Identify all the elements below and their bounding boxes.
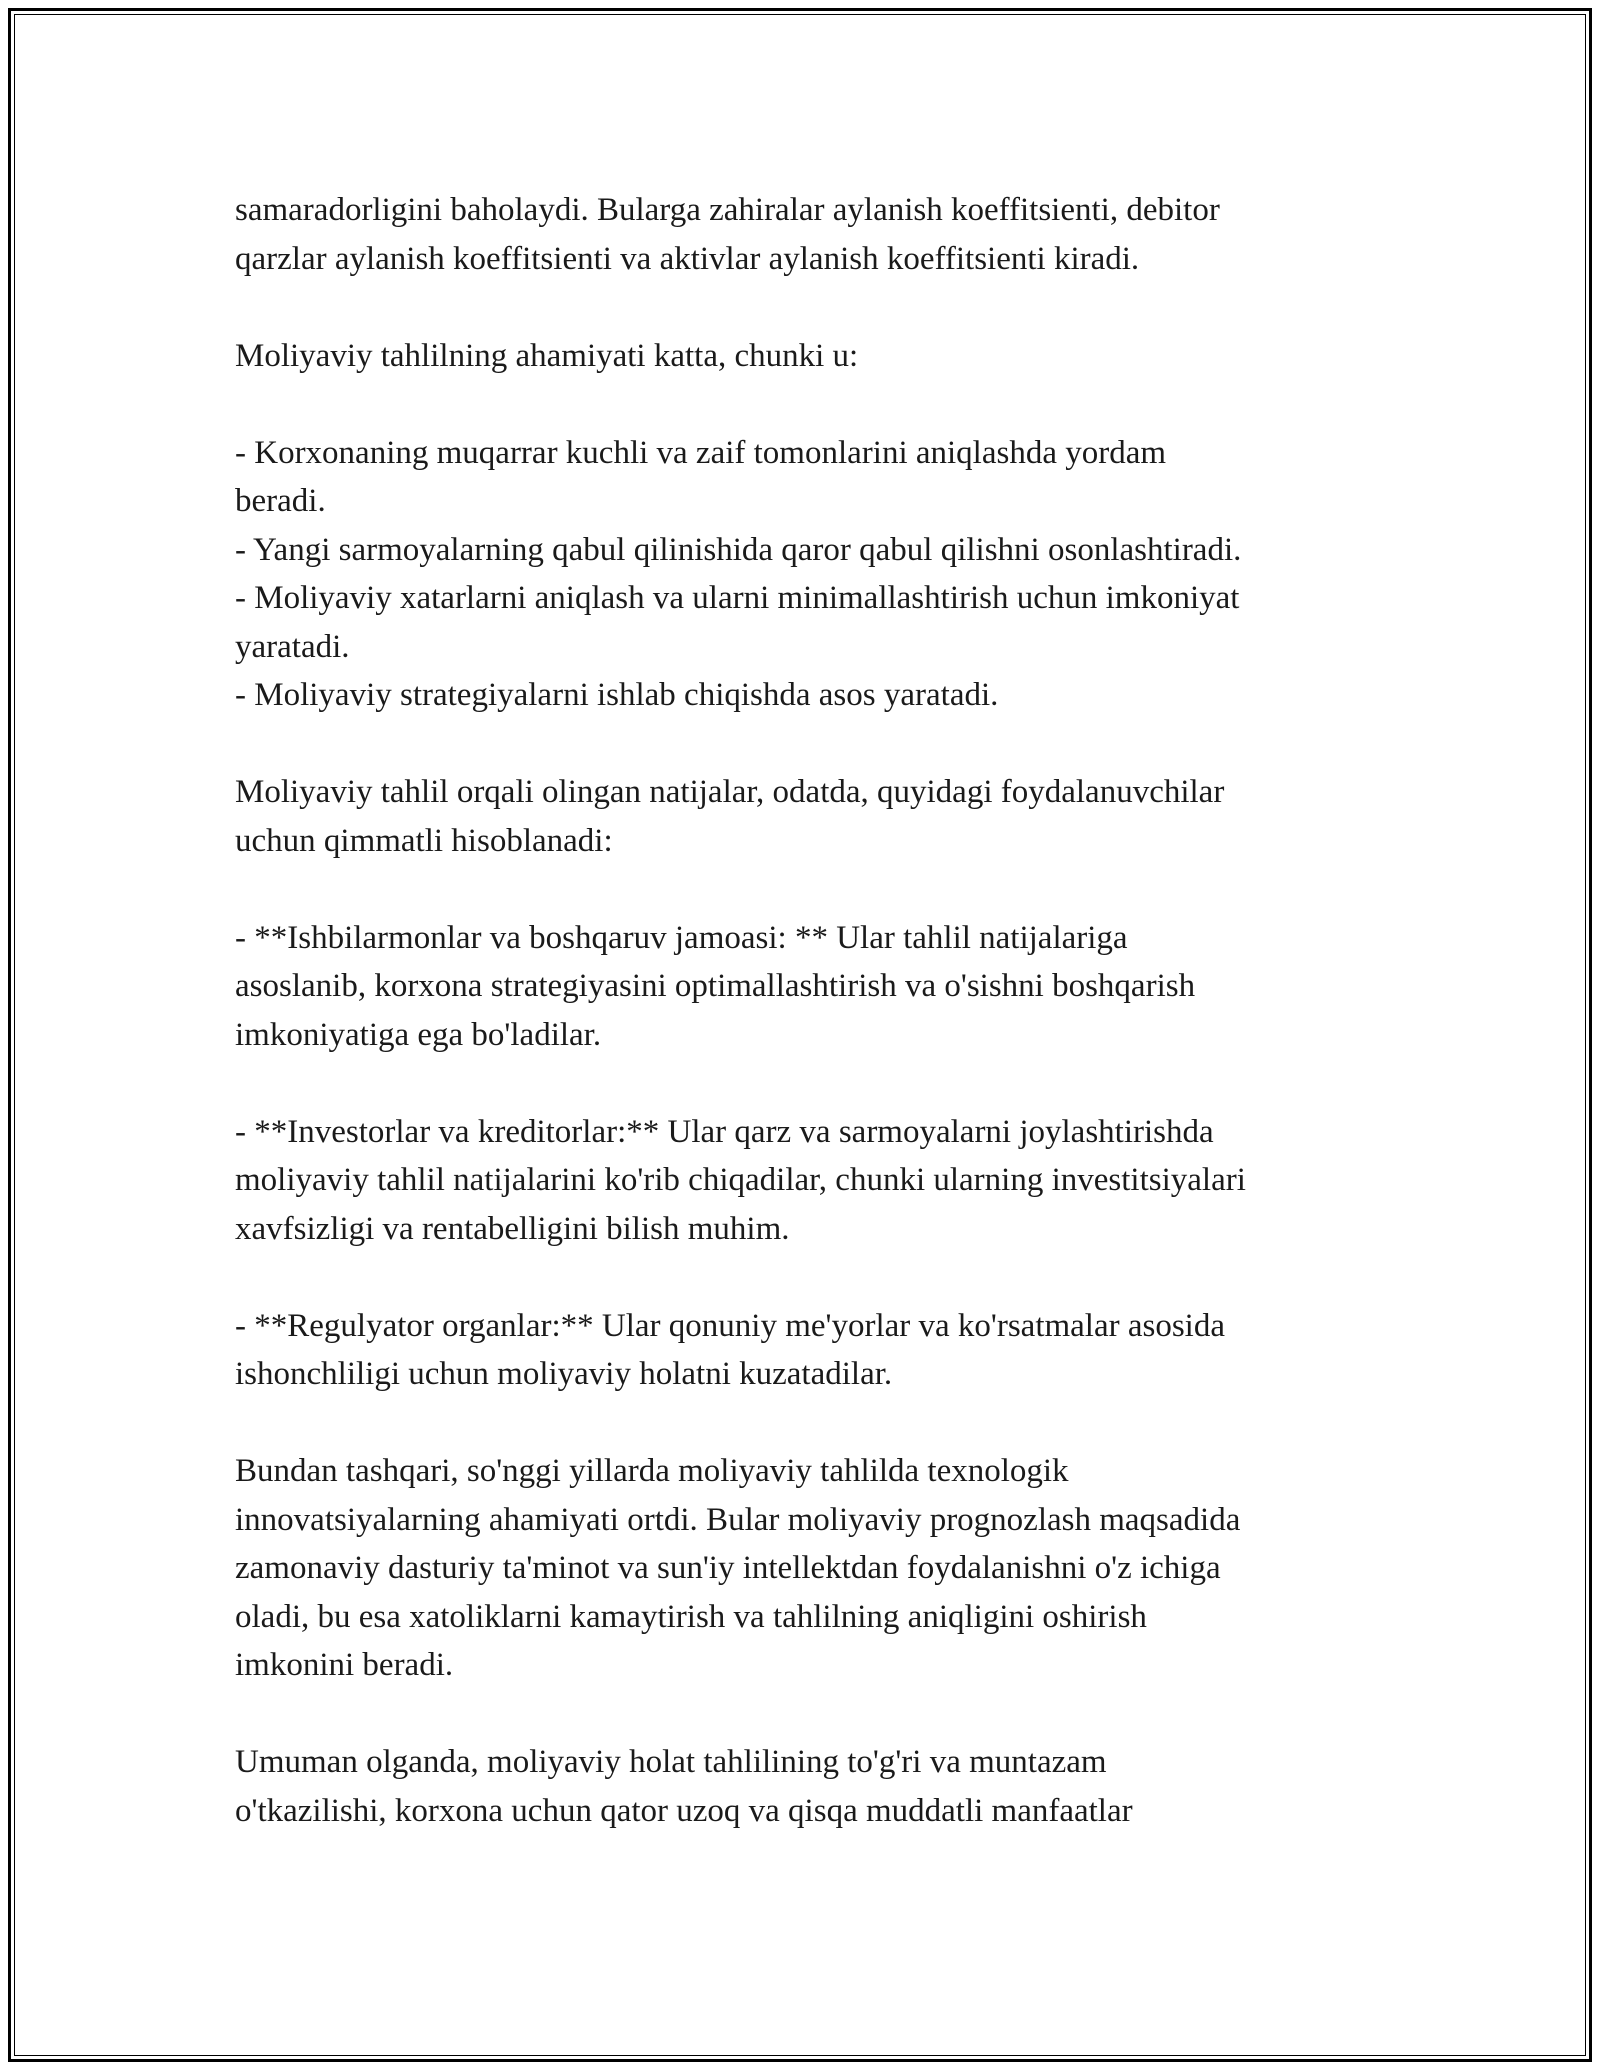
list-item-regulators: - **Regulyator organlar:** Ular qonuniy me'yorlar va ko'rsatmalar asosida ishonchliligi uchun moliyaviy holatni kuzatadilar. xyxy=(235,1307,1225,1392)
paragraph-3: Moliyaviy tahlil orqali olingan natijalar, odatda, quyidagi foydalanuvchilar uchun qimmatli hisoblanadi: xyxy=(235,774,1225,859)
list-item-investors: - **Investorlar va kreditorlar:** Ular qarz va sarmoyalarni joylashtirishda moliyaviy tahlil natijalarini ko'rib chiqadilar, chunki ularning investitsiyalari xavfsizligi va rentabelligini bilish muhim. xyxy=(235,1113,1246,1247)
document-body xyxy=(235,186,1415,1835)
bullet-list: - Korxonaning muqarrar kuchli va zaif tomonlarini aniqlashda yordam beradi. - Yangi sarmoyalarning qabul qilinishida qaror qabul qilishni osonlashtiradi. - Moliyaviy xatarlarni aniqlash va ularni minimallashtirish uchun imkoniyat yaratadi. - Moliyaviy strategiyalarni ishlab chiqishda asos yaratadi. xyxy=(235,434,1242,713)
paragraph-2: Moliyaviy tahlilning ahamiyati katta, chunki u: xyxy=(235,337,859,374)
paragraph-1: samaradorligini baholaydi. Bularga zahiralar aylanish koeffitsienti, debitor qarzlar aylanish koeffitsienti va aktivlar aylanish koeffitsienti kiradi. xyxy=(235,192,1220,277)
list-item-management: - **Ishbilarmonlar va boshqaruv jamoasi: ** Ular tahlil natijalariga asoslanib, korxona strategiyasini optimallashtirish va o'sishni boshqarish imkoniyatiga ega bo'ladilar. xyxy=(235,919,1196,1053)
paragraph-4: Bundan tashqari, so'nggi yillarda moliyaviy tahlilda texnologik innovatsiyalarning ahamiyati ortdi. Bular moliyaviy prognozlash maqsadida zamonaviy dasturiy ta'minot va sun'iy intellektdan foydalanishni o'z ichiga oladi, bu esa xatoliklarni kamaytirish va tahlilning aniqligini oshirish imkonini beradi. xyxy=(235,1453,1241,1683)
paragraph-5: Umuman olganda, moliyaviy holat tahlilining to'g'ri va muntazam o'tkazilishi, korxona uchun qator uzoq va qisqa muddatli manfaatlar xyxy=(235,1744,1133,1829)
